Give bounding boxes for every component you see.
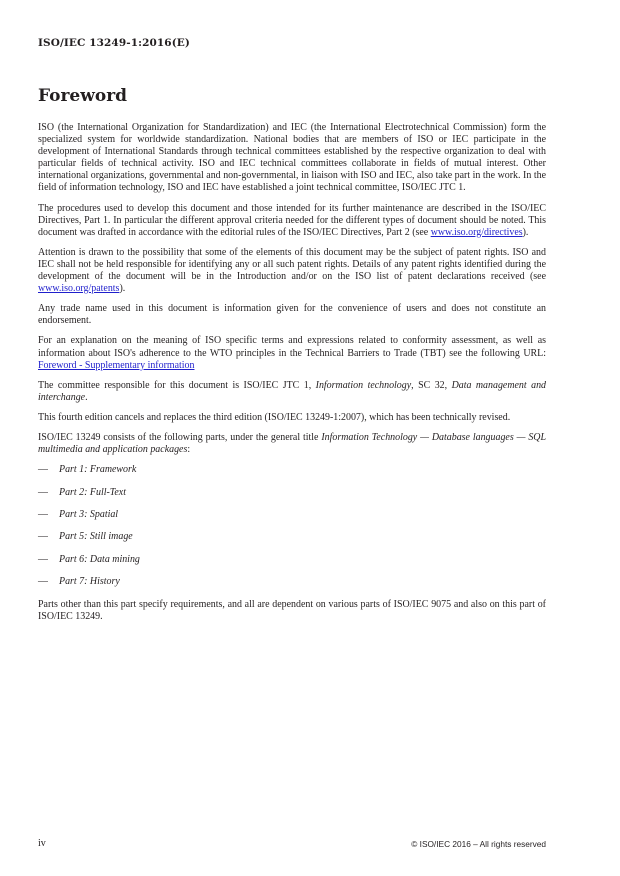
list-dash: — [38,486,48,498]
list-dash: — [38,553,48,565]
paragraph-text: ). [522,226,529,238]
part-label: Part 5: Still image [59,531,133,543]
list-item [38,464,546,476]
list-item [38,509,546,521]
part-label: Part 1: Framework [59,464,137,476]
paragraph-text: : [187,444,191,456]
list-item [38,531,546,543]
list-dash: — [38,464,48,476]
paragraph-iso-iec-intro: ISO (the International Organization for Standardization) and IEC (the International Electrotechnical Commission) form the specialized system for worldwide standardization. National bodies that are members of ISO or IEC participate in the development of International Standards through technical committees established by the respective organization to deal with particular fields of technical activity. ISO and IEC technical committees collaborate in fields of mutual interest. Other international organizations, governmental and non-governmental, in liaison with ISO and IEC, also take part in the work. In the field of information technology, ISO and IEC have established a joint technical committee, ISO/IEC JTC 1. [38,122,546,194]
list-dash: — [38,576,48,588]
paragraph-text: , SC 32, [411,379,452,391]
patents-link[interactable]: www.iso.org/patents [38,283,120,295]
list-item [38,487,546,499]
paragraph-text: The procedures used to develop this document and those intended for its further maintenance are described in the ISO/IEC Directives, Part 1. In particular the different approval criteria needed for the different types of document should be noted. This document was drafted in accordance with the editorial rules of the ISO/IEC Directives, Part 2 (see [38,202,546,238]
directives-link[interactable]: www.iso.org/directives [430,226,523,238]
paragraph-edition: This fourth edition cancels and replaces the third edition (ISO/IEC 13249-1:2007), which has been technically revised. [38,411,511,423]
list-dash: — [38,531,48,543]
paragraph-text: For an explanation on the meaning of ISO specific terms and expressions related to conformity assessment, as well as information about ISO's adherence to the WTO principles in the Technical Barriers to Trade (TBT) see the following URL: [38,335,546,359]
copyright-notice: © ISO/IEC 2016 – All rights reserved [411,839,546,849]
paragraph-text: ISO/IEC 13249 consists of the following parts, under the general title [38,431,322,443]
part-label: Part 3: Spatial [59,508,119,520]
paragraph-dependencies: Parts other than this part specify requirements, and all are dependent on various parts of ISO/IEC 9075 and also on this part of ISO/IEC 13249. [38,598,546,622]
paragraph-trade-name: Any trade name used in this document is information given for the convenience of users and does not constitute an endorsement. [38,303,546,327]
list-item [38,576,546,588]
list-dash: — [38,508,48,520]
paragraph-procedures [38,203,546,239]
page-number: iv [38,838,46,849]
part-label: Part 6: Data mining [59,553,140,565]
paragraph-text: Attention is drawn to the possibility that some of the elements of this document may be the subject of patent rights. ISO and IEC shall not be held responsible for identifying any or all such patent rights. Details of any patent rights identified during the development of the document will be in the Introduction and/or on the ISO list of patent declarations received (see [38,246,546,283]
part-label: Part 2: Full-Text [59,486,126,498]
paragraph-text: . [85,391,88,403]
paragraph-conformity [38,335,546,371]
page-title: Foreword [38,86,128,106]
part-label: Part 7: History [59,576,120,588]
paragraph-patents [38,247,546,295]
subcommittee-title: Data management and interchange [38,379,547,403]
list-item [38,554,546,566]
paragraph-committee [38,380,546,404]
series-general-title: Information Technology — Database languages — SQL multimedia and application packages [38,431,547,456]
parts-list [38,464,546,588]
foreword-body [38,122,546,631]
paragraph-text: ). [119,283,126,295]
paragraph-text: The committee responsible for this document is ISO/IEC JTC 1, [38,379,316,391]
paragraph-parts-intro [38,432,546,456]
document-identifier: ISO/IEC 13249-1:2016(E) [38,37,190,49]
supplementary-information-link[interactable]: Foreword - Supplementary information [38,359,195,371]
committee-title: Information technology [315,379,412,391]
